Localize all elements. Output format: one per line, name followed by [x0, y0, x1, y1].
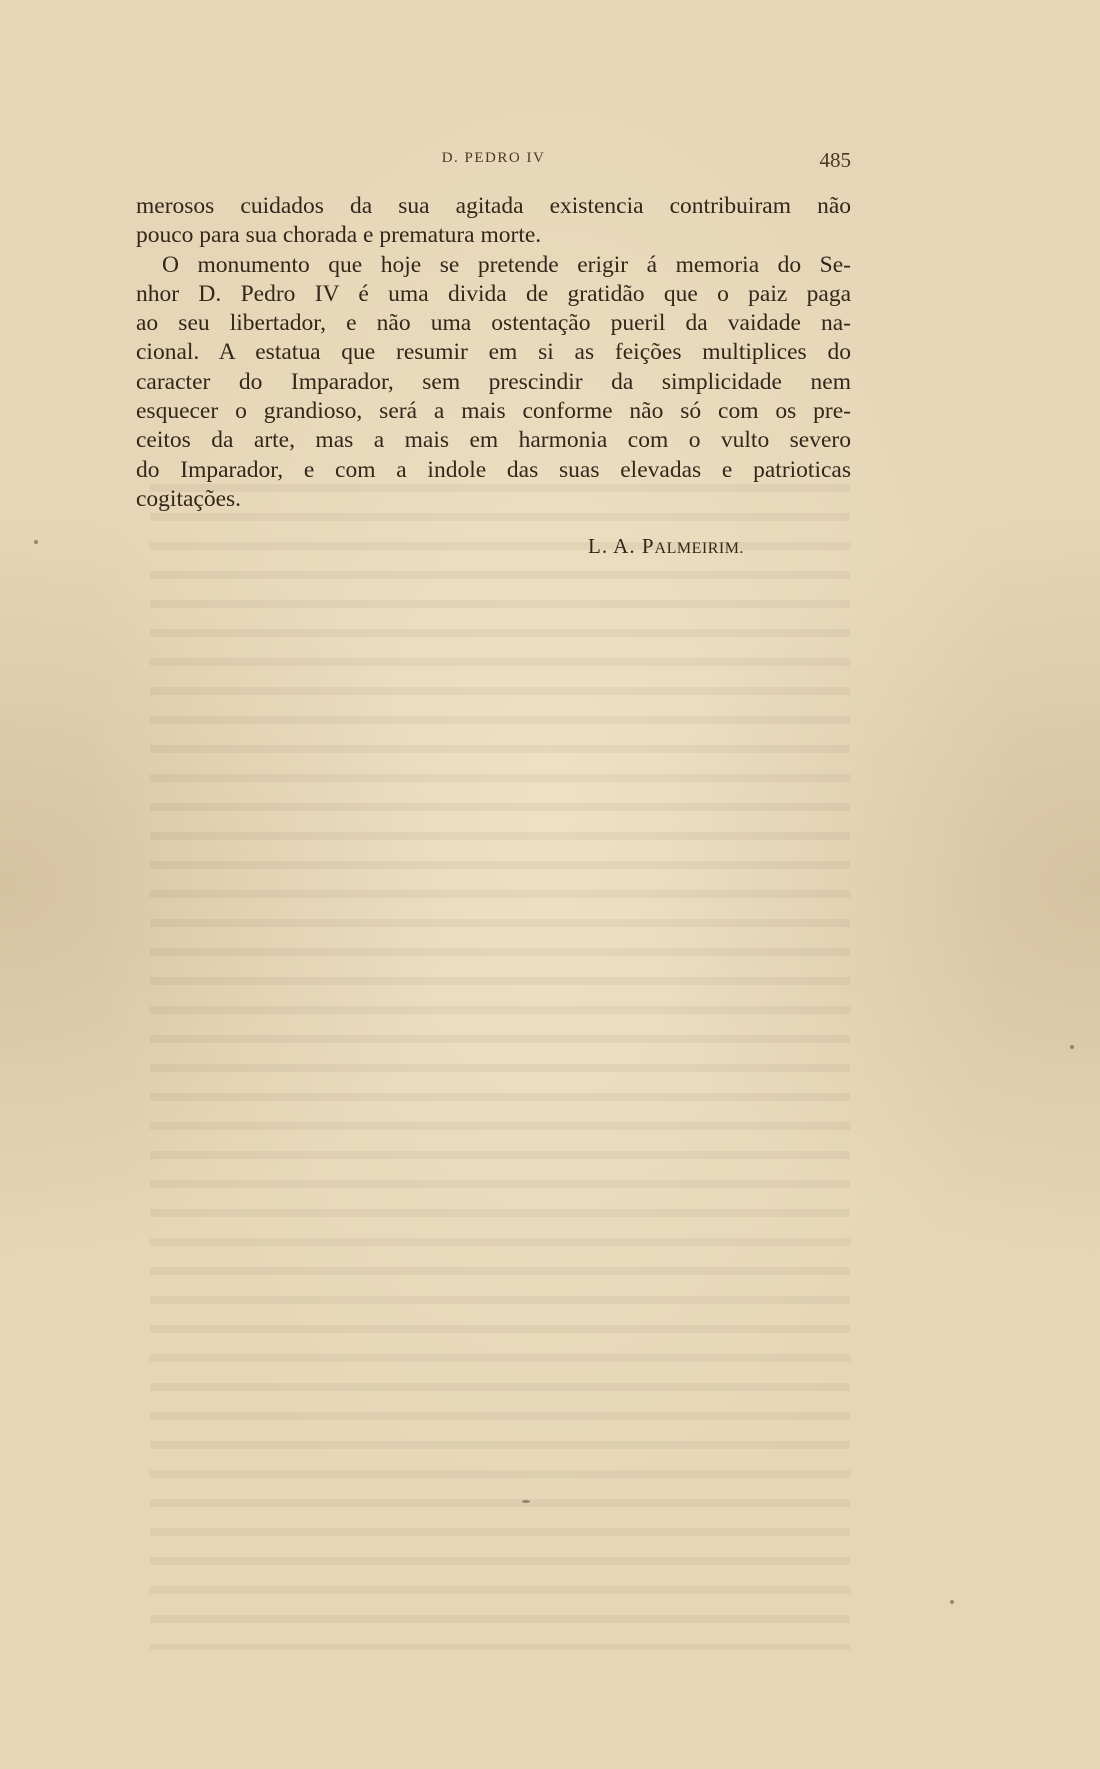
page-number: 485 — [819, 148, 851, 172]
author-signature — [588, 534, 744, 559]
signature-initials: L. A. — [588, 534, 642, 558]
text-line: ceitos da arte, mas a mais em harmonia com o vulto severo — [136, 427, 851, 454]
running-title: D. PEDRO IV — [441, 150, 546, 166]
body-text — [136, 192, 851, 514]
text-line: cogitações. — [136, 485, 242, 512]
show-through-text — [150, 470, 850, 1650]
running-head — [136, 150, 851, 178]
text-line: esquecer o grandioso, será a mais conforme não só com os pre- — [136, 398, 851, 425]
paper-speck — [1070, 1045, 1074, 1049]
signature-surname-initial: P — [641, 534, 655, 558]
text-line: cional. A estatua que resumir em si as feições multiplices do — [136, 339, 851, 366]
paper-speck — [34, 540, 38, 544]
paper-speck — [950, 1600, 954, 1604]
paper-speck — [522, 1500, 530, 1503]
text-line: merosos cuidados da sua agitada existencia contribuiram não — [136, 193, 851, 219]
text-line: caracter do Imparador, sem prescindir da simplicidade nem — [136, 368, 851, 395]
text-line: pouco para sua chorada e prematura morte. — [136, 222, 542, 249]
signature-surname-rest: ALMEIRIM. — [654, 540, 744, 557]
text-line: nhor D. Pedro IV é uma divida de gratidão que o paiz paga — [136, 280, 851, 307]
text-line: do Imparador, e com a indole das suas elevadas e patrioticas — [136, 456, 851, 483]
text-line: ao seu libertador, e não uma ostentação pueril da vaidade na- — [136, 310, 851, 337]
text-line: O monumento que hoje se pretende erigir á memoria do Se- — [162, 251, 851, 278]
